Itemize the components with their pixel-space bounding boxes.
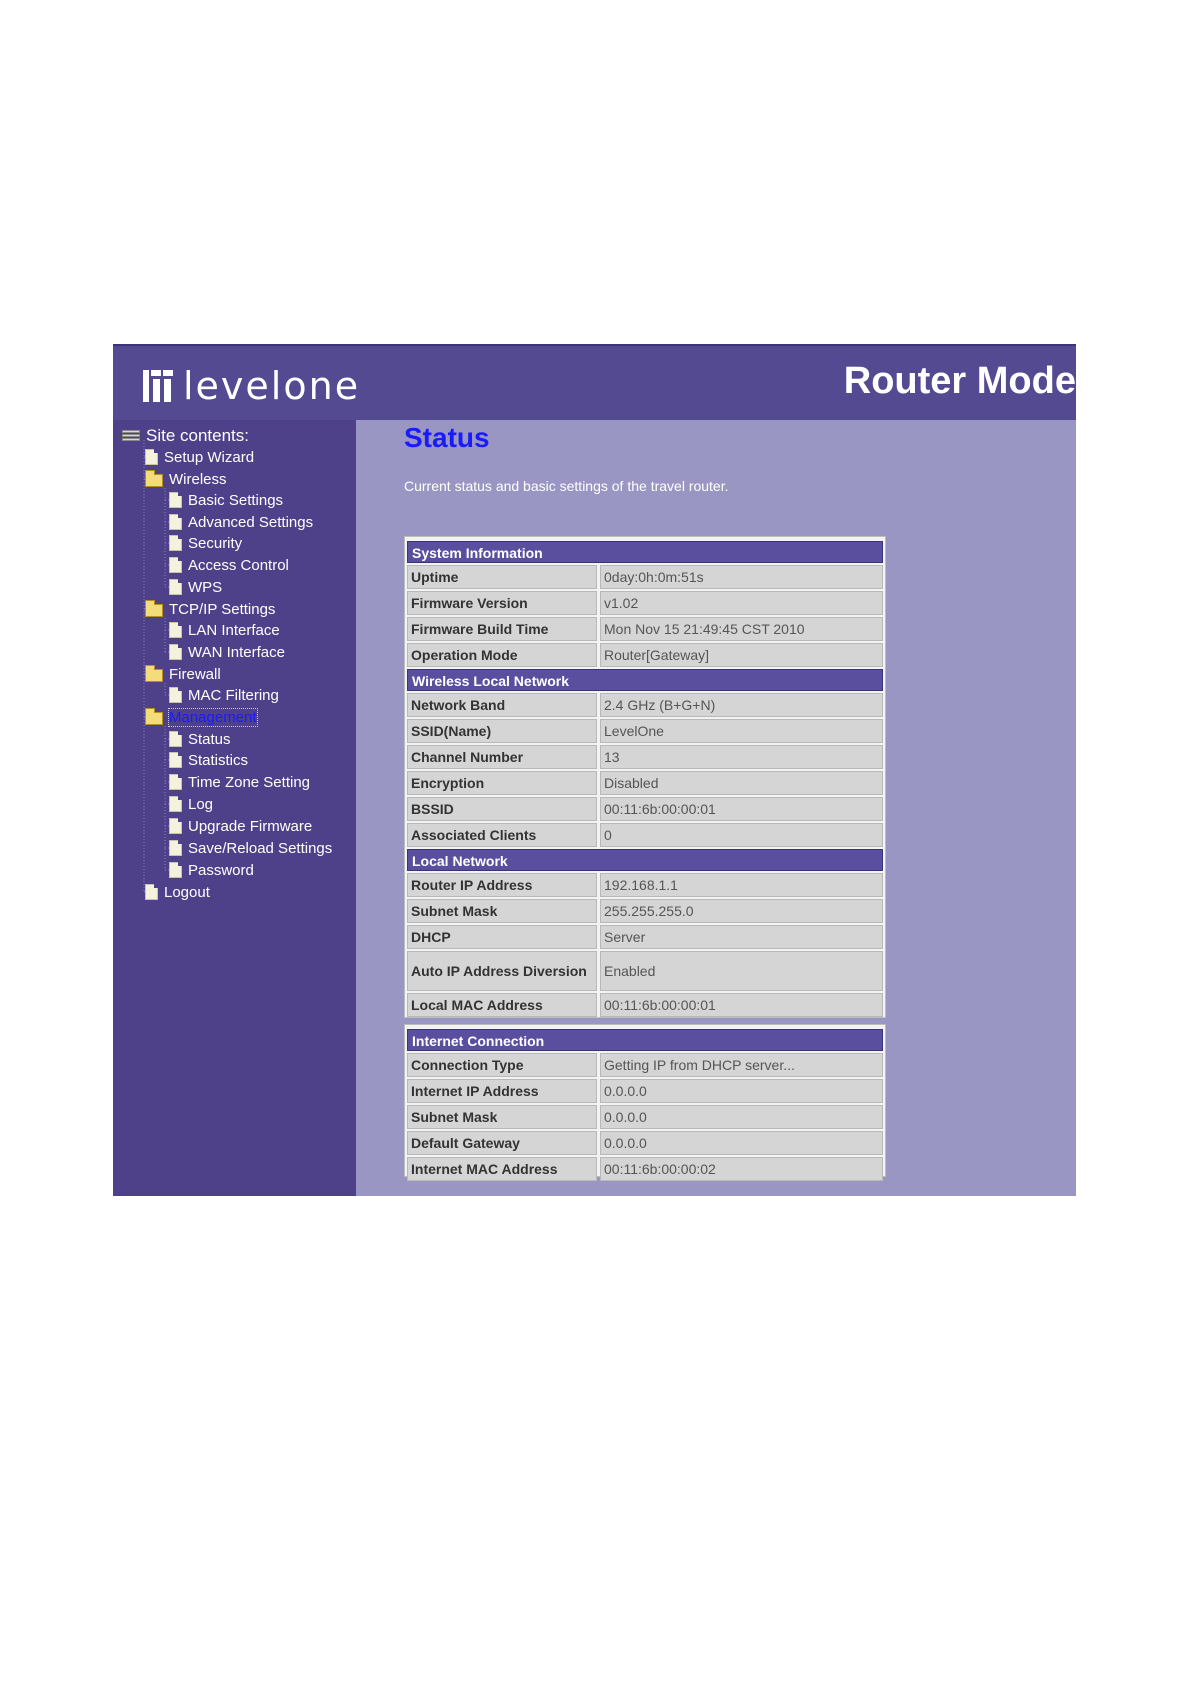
row-value: 00:11:6b:00:00:02 (600, 1157, 883, 1181)
open-folder-icon (145, 712, 163, 725)
page-icon (169, 687, 182, 703)
row-label: Network Band (407, 693, 597, 717)
sidebar-item-basic-settings[interactable] (169, 490, 283, 510)
table-row (407, 823, 883, 847)
sidebar-item-status[interactable] (169, 729, 231, 749)
sidebar-item-security[interactable] (169, 533, 242, 553)
sidebar-item-label: TCP/IP Settings (169, 600, 276, 618)
site-contents-label: Site contents: (146, 426, 250, 445)
sidebar-item-label: Wireless (169, 470, 227, 488)
row-label: Subnet Mask (407, 899, 597, 923)
page-icon (169, 796, 182, 812)
sidebar-item-firewall[interactable] (145, 664, 221, 684)
row-label: Auto IP Address Diversion (407, 951, 597, 991)
sidebar-item-label: Advanced Settings (188, 513, 314, 531)
sidebar-item-label: WAN Interface (188, 643, 285, 661)
row-label: Local MAC Address (407, 993, 597, 1017)
table-row (407, 771, 883, 795)
table-row (407, 1157, 883, 1181)
internet-connection-panel (404, 1024, 886, 1177)
table-row (407, 565, 883, 589)
sidebar-item-label: Log (188, 795, 214, 813)
row-value: 2.4 GHz (B+G+N) (600, 693, 883, 717)
row-value: v1.02 (600, 591, 883, 615)
table-row (407, 693, 883, 717)
sidebar-item-advanced-settings[interactable] (169, 512, 313, 532)
page-icon (169, 622, 182, 638)
sidebar-item-label: Basic Settings (188, 491, 284, 509)
site-contents-icon (122, 430, 140, 442)
page-icon (169, 579, 182, 595)
row-value: Getting IP from DHCP server... (600, 1053, 883, 1077)
table-row (407, 873, 883, 897)
table-row (407, 719, 883, 743)
page-icon (169, 492, 182, 508)
row-label: DHCP (407, 925, 597, 949)
row-value: 255.255.255.0 (600, 899, 883, 923)
row-label: Subnet Mask (407, 1105, 597, 1129)
table-row (407, 925, 883, 949)
page-icon (169, 514, 182, 530)
sidebar-item-label: Access Control (188, 556, 289, 574)
sidebar-item-statistics[interactable] (169, 750, 248, 770)
page-title: Status (404, 422, 490, 453)
table-row (407, 993, 883, 1017)
sidebar-item-label: Statistics (188, 751, 249, 769)
folder-icon (145, 669, 163, 682)
logo-text: levelone (183, 364, 361, 408)
row-value: Server (600, 925, 883, 949)
page-icon (145, 449, 158, 465)
sidebar-item-label: Status (188, 730, 231, 748)
table-row (407, 1131, 883, 1155)
row-value: Mon Nov 15 21:49:45 CST 2010 (600, 617, 883, 641)
row-label: Internet MAC Address (407, 1157, 597, 1181)
section-header-system-information: System Information (407, 541, 883, 563)
sidebar-item-wps[interactable] (169, 577, 222, 597)
table-row (407, 1105, 883, 1129)
sidebar-item-label: Time Zone Setting (188, 773, 310, 791)
page-icon (169, 535, 182, 551)
row-value: 00:11:6b:00:00:01 (600, 993, 883, 1017)
sidebar-item-wan-interface[interactable] (169, 642, 285, 662)
page-icon (169, 774, 182, 790)
page-icon (169, 752, 182, 768)
page-icon (169, 862, 182, 878)
header-banner (113, 344, 1076, 420)
row-value: 13 (600, 745, 883, 769)
row-value: 0.0.0.0 (600, 1131, 883, 1155)
row-label: SSID(Name) (407, 719, 597, 743)
row-label: Channel Number (407, 745, 597, 769)
table-row (407, 591, 883, 615)
router-admin-window (113, 344, 1076, 1196)
table-row (407, 899, 883, 923)
table-row (407, 1079, 883, 1103)
folder-icon (145, 604, 163, 617)
sidebar-item-wireless[interactable] (145, 469, 227, 489)
sidebar-item-label: Upgrade Firmware (188, 817, 313, 835)
row-value: 0.0.0.0 (600, 1105, 883, 1129)
sidebar-item-label: Password (188, 861, 254, 879)
row-value: 0.0.0.0 (600, 1079, 883, 1103)
sidebar-item-label: Security (188, 534, 243, 552)
row-value: 0day:0h:0m:51s (600, 565, 883, 589)
row-label: Connection Type (407, 1053, 597, 1077)
table-row (407, 643, 883, 667)
levelone-logo-mark-icon (143, 370, 175, 402)
row-value: Router[Gateway] (600, 643, 883, 667)
section-header-wireless-local-network: Wireless Local Network (407, 669, 883, 691)
sidebar-item-label: Save/Reload Settings (188, 839, 333, 857)
row-label: Encryption (407, 771, 597, 795)
table-row (407, 745, 883, 769)
page-description: Current status and basic settings of the travel router. (404, 478, 729, 494)
sidebar-item-log[interactable] (169, 794, 213, 814)
folder-icon (145, 474, 163, 487)
status-table-panel (404, 536, 886, 1018)
table-row (407, 951, 883, 991)
sidebar-item-label: Management (169, 708, 257, 726)
sidebar-item-label: MAC Filtering (188, 686, 279, 704)
page-icon (145, 884, 158, 900)
sidebar-item-lan-interface[interactable] (169, 620, 280, 640)
section-header-local-network: Local Network (407, 849, 883, 871)
row-label: Operation Mode (407, 643, 597, 667)
site-contents-root (122, 426, 249, 446)
sidebar-item-mac-filtering[interactable] (169, 685, 279, 705)
table-row (407, 617, 883, 641)
table-row (407, 1053, 883, 1077)
levelone-logo (143, 366, 360, 406)
sidebar-item-setup-wizard[interactable] (145, 447, 254, 467)
sidebar-item-password[interactable] (169, 860, 254, 880)
page-icon (169, 731, 182, 747)
row-value: 192.168.1.1 (600, 873, 883, 897)
sidebar-item-label: LAN Interface (188, 621, 280, 639)
page-icon (169, 840, 182, 856)
section-header-internet-connection: Internet Connection (407, 1029, 883, 1051)
table-row (407, 797, 883, 821)
row-label: Firmware Build Time (407, 617, 597, 641)
sidebar-item-label: Firewall (169, 665, 221, 683)
sidebar-item-save-reload-settings[interactable] (169, 838, 332, 858)
row-value: 00:11:6b:00:00:01 (600, 797, 883, 821)
row-label: Internet IP Address (407, 1079, 597, 1103)
page-icon (169, 557, 182, 573)
sidebar-item-label: Setup Wizard (164, 448, 255, 466)
sidebar-item-label: WPS (188, 578, 223, 596)
page-icon (169, 818, 182, 834)
row-label: Router IP Address (407, 873, 597, 897)
sidebar-item-management[interactable] (145, 707, 257, 727)
sidebar-item-tcpip-settings[interactable] (145, 599, 275, 619)
row-label: Uptime (407, 565, 597, 589)
mode-title: Router Mode (843, 360, 1076, 402)
page-icon (169, 644, 182, 660)
row-value: 0 (600, 823, 883, 847)
row-value: Enabled (600, 951, 883, 991)
sidebar-item-upgrade-firmware[interactable] (169, 816, 312, 836)
sidebar-item-time-zone-setting[interactable] (169, 772, 310, 792)
row-label: Firmware Version (407, 591, 597, 615)
main-content (356, 420, 1076, 1196)
row-value: LevelOne (600, 719, 883, 743)
sidebar-tree (113, 420, 356, 1196)
sidebar-item-logout[interactable] (145, 882, 210, 902)
row-label: Default Gateway (407, 1131, 597, 1155)
row-label: Associated Clients (407, 823, 597, 847)
row-value: Disabled (600, 771, 883, 795)
row-label: BSSID (407, 797, 597, 821)
sidebar-item-access-control[interactable] (169, 555, 289, 575)
sidebar-item-label: Logout (164, 883, 210, 901)
